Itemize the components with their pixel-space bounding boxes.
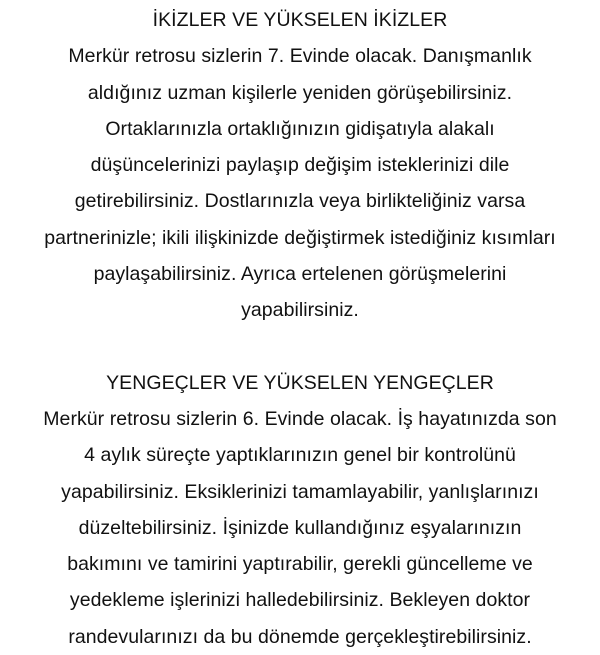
section-gemini <box>0 2 600 329</box>
paragraph-line: getirebilirsiniz. Dostlarınızla veya birlikteliğiniz varsa <box>74 190 526 213</box>
section-cancer <box>0 365 600 655</box>
paragraph-line: Ortaklarınızla ortaklığınızın gidişatıyla alakalı <box>105 117 495 140</box>
paragraph-line: yapabilirsiniz. Eksiklerinizi tamamlayabilir, yanlışlarınızı <box>61 480 539 503</box>
section-heading: YENGEÇLER VE YÜKSELEN YENGEÇLER <box>106 371 494 394</box>
paragraph-line: Merkür retrosu sizlerin 6. Evinde olacak. İş hayatınızda son <box>43 407 557 430</box>
paragraph-line: yapabilirsiniz. <box>241 299 359 322</box>
section-heading: İKİZLER VE YÜKSELEN İKİZLER <box>152 9 448 31</box>
paragraph-line: düşüncelerinizi paylaşıp değişim isteklerinizi dile <box>90 154 510 177</box>
paragraph-line: randevularınızı da bu dönemde gerçekleştirebilirsiniz. <box>68 625 532 648</box>
paragraph-line: aldığınız uzman kişilerle yeniden görüşebilirsiniz. <box>87 81 513 104</box>
paragraph-line: paylaşabilirsiniz. Ayrıca ertelenen görüşmelerini <box>93 263 507 286</box>
paragraph-line: düzeltebilirsiniz. İşinizde kullandığınız eşyalarınızın <box>78 516 522 539</box>
section-spacer <box>0 329 600 365</box>
paragraph-line: yedekleme işlerinizi halledebilirsiniz. Bekleyen doktor <box>69 589 531 612</box>
paragraph-line: Merkür retrosu sizlerin 7. Evinde olacak. Danışmanlık <box>68 45 532 68</box>
paragraph-line: 4 aylık süreçte yaptıklarınızın genel bir kontrolünü <box>84 444 516 467</box>
paragraph-line: partnerinizle; ikili ilişkinizde değiştirmek istediğiniz kısımları <box>44 226 556 249</box>
paragraph-line: bakımını ve tamirini yaptırabilir, gerekli güncelleme ve <box>67 553 533 576</box>
